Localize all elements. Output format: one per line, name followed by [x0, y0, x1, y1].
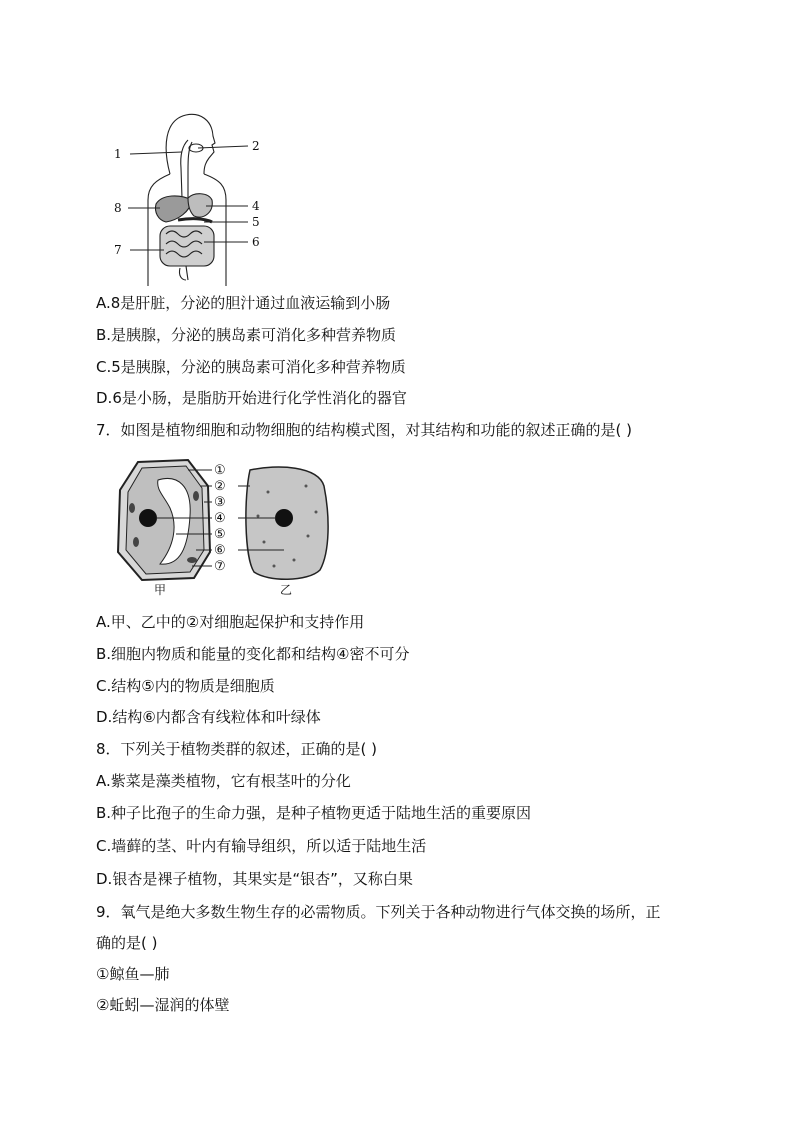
caption-animal-cell: 乙 — [280, 583, 293, 597]
cell-label-5: ⑤ — [214, 527, 226, 542]
label-5: 5 — [252, 215, 260, 229]
q9-stem-line-2: 确的是( ) — [96, 934, 158, 952]
caption-plant-cell: 甲 — [154, 583, 167, 597]
cell-label-4: ④ — [214, 511, 226, 526]
cell-label-6: ⑥ — [214, 543, 226, 558]
cell-label-7: ⑦ — [214, 559, 226, 574]
digestive-system-diagram — [108, 108, 268, 286]
q9-item-2: ②蚯蚓—湿润的体壁 — [96, 996, 230, 1014]
q7-stem: 7．如图是植物细胞和动物细胞的结构模式图，对其结构和功能的叙述正确的是( ) — [96, 421, 633, 439]
label-7: 7 — [114, 243, 122, 257]
cell-label-3: ③ — [214, 495, 226, 510]
label-4: 4 — [252, 199, 260, 213]
q6-option-b: B.是胰腺，分泌的胰岛素可消化多种营养物质 — [96, 326, 397, 344]
q9-item-1: ①鲸鱼—肺 — [96, 965, 170, 983]
digestive-system-figure — [108, 108, 268, 286]
q8-option-d: D.银杏是裸子植物，其果实是“银杏”，又称白果 — [96, 870, 413, 888]
q9-stem-line-1: 9．氧气是绝大多数生物生存的必需物质。下列关于各种动物进行气体交换的场所，正 — [96, 903, 661, 921]
q6-option-d: D.6是小肠，是脂肪开始进行化学性消化的器官 — [96, 389, 407, 407]
q6-option-c: C.5是胰腺，分泌的胰岛素可消化多种营养物质 — [96, 358, 406, 376]
cell-structure-figure — [108, 456, 338, 602]
q7-option-a: A.甲、乙中的②对细胞起保护和支持作用 — [96, 613, 365, 631]
cell-label-2: ② — [214, 479, 226, 494]
q7-option-b: B.细胞内物质和能量的变化都和结构④密不可分 — [96, 645, 410, 663]
q8-stem: 8．下列关于植物类群的叙述，正确的是( ) — [96, 740, 378, 758]
q8-option-c: C.墙藓的茎、叶内有输导组织，所以适于陆地生活 — [96, 837, 427, 855]
q8-option-b: B.种子比孢子的生命力强，是种子植物更适于陆地生活的重要原因 — [96, 804, 532, 822]
q6-option-a: A.8是肝脏，分泌的胆汁通过血液运输到小肠 — [96, 294, 391, 312]
cell-label-1: ① — [214, 463, 226, 478]
label-6: 6 — [252, 235, 260, 249]
label-1: 1 — [114, 147, 122, 161]
q7-option-d: D.结构⑥内都含有线粒体和叶绿体 — [96, 708, 321, 726]
label-2: 2 — [252, 139, 260, 153]
cell-structure-diagram — [108, 456, 338, 602]
label-8: 8 — [114, 201, 122, 215]
q8-option-a: A.紫菜是藻类植物，它有根茎叶的分化 — [96, 772, 351, 790]
q7-option-c: C.结构⑤内的物质是细胞质 — [96, 677, 275, 695]
